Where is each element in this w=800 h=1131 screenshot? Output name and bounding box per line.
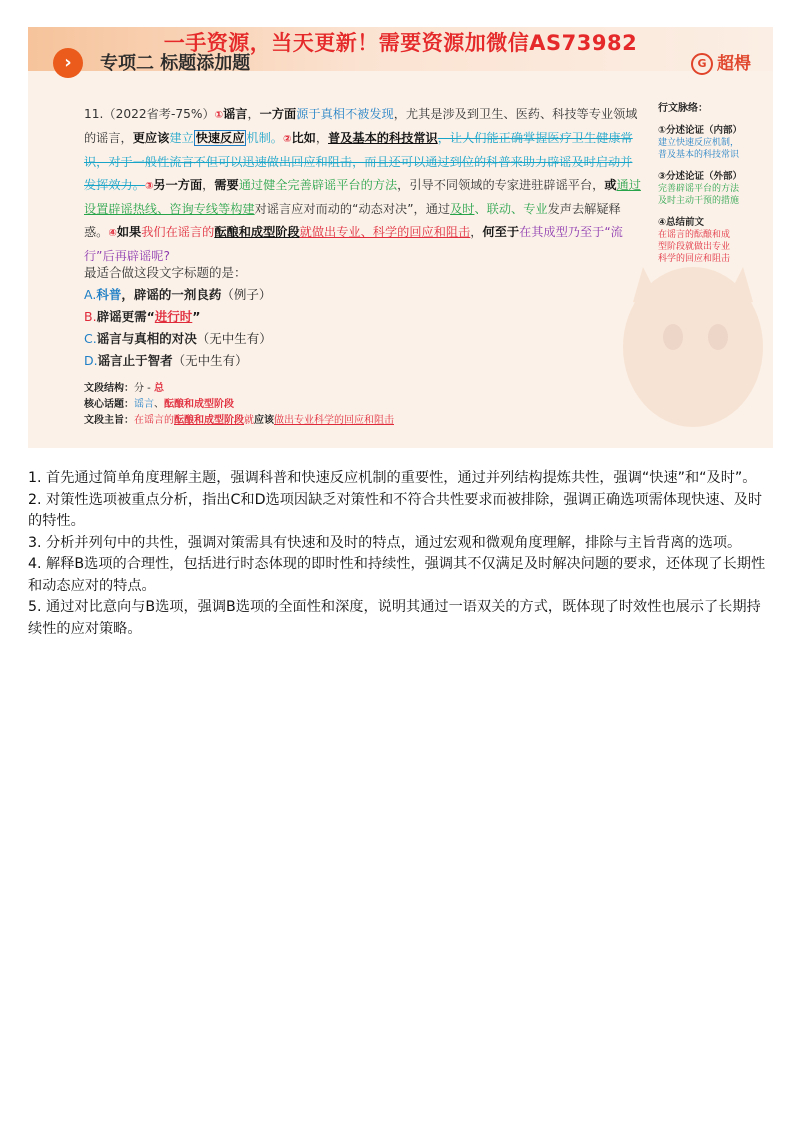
outline-text: 在谣言的酝酿和成	[658, 230, 731, 240]
analysis-notes	[28, 468, 770, 640]
option-letter: A.	[84, 287, 97, 302]
meta-label: 文段结构：	[84, 383, 134, 394]
marker-3: ③	[144, 181, 154, 192]
question-prompt: 最适合做这段文字标题的是：	[84, 265, 247, 280]
passage-text: ，	[470, 225, 483, 239]
keyword-rumor: 谣言	[223, 107, 248, 121]
meta-text: 分 -	[134, 383, 154, 394]
passage-text: 通过健全完善辟谣平台的方法	[238, 178, 398, 192]
question-passage	[84, 103, 642, 268]
option-letter: B.	[84, 309, 97, 324]
meta-text: 做出专业科学的回应和阻击	[274, 415, 394, 426]
outline-heading: ④总结前文	[658, 217, 705, 228]
keyword-should: 更应该	[132, 131, 170, 145]
option-b[interactable]	[84, 307, 201, 325]
keyword-or: 或	[604, 178, 617, 192]
outline-heading: ③分述论证（外部）	[658, 171, 743, 182]
brand-name: 超棏	[717, 54, 751, 74]
option-text: ，辟谣的一剂良药	[121, 287, 222, 302]
meta-text: 酝酿和成型阶段	[174, 415, 244, 426]
passage-text: ，引导不同领域的专家进驻辟谣平台，	[397, 178, 605, 192]
passage-text: ，尤其是涉及到卫生、医药、科技等专业领域的谣言，	[84, 107, 638, 145]
analysis-item: 5. 通过对比意向与B选项，强调B选项的全面性和深度，说明其通过一语双关的方式，既体现了时效性也展示了长期持续性的应对策略。	[28, 599, 761, 637]
outline-title: 行文脉络：	[658, 103, 708, 114]
passage-text: ，	[315, 131, 329, 145]
outline-text: 及时主动干预的措施	[658, 196, 740, 206]
option-text: 谣言与真相的对决	[96, 331, 197, 346]
structure-line	[84, 379, 164, 394]
keyword-need: 需要	[214, 178, 239, 192]
option-note: （无中生有）	[196, 331, 272, 346]
meta-text: 酝酿和成型阶段	[164, 399, 234, 410]
analysis-item: 2. 对策性选项被重点分析，指出C和D选项因缺乏对策性和不符合共性要求而被排除，强调正确选项需体现快速、及时的特性。	[28, 491, 763, 529]
outline-sidebar	[658, 103, 768, 265]
topic-line	[84, 395, 234, 410]
option-text: ”	[192, 309, 201, 324]
outline-text: 普及基本的科技常识	[658, 150, 740, 160]
keyword-why: 何至于	[482, 225, 520, 239]
struck-text: ，让人们能正确掌握医疗卫生健康常识，对于一般性流言不但可以迅速做出回应和阻击，而且还可以通过到位的科普来助力辟谣及时启动并发挥效力。	[84, 131, 633, 192]
brand-logo-icon: G	[691, 53, 713, 75]
lecture-slide	[28, 27, 773, 448]
outline-text: 型阶段就做出专业	[658, 242, 731, 252]
analysis-item: 1. 首先通过简单角度理解主题，强调科普和快速反应机制的重要性，通过并列结构提炼共性，强调“快速”和“及时”。	[28, 470, 757, 486]
analysis-item: 3. 分析并列句中的共性，强调对策需具有快速和及时的特点，通过宏观和微观角度理解，排除与主旨背离的选项。	[28, 534, 742, 551]
option-emphasis: 进行时	[154, 309, 193, 324]
keyword-for-example: 比如	[291, 131, 316, 145]
outline-text: 科学的回应和阻击	[658, 254, 731, 264]
option-text: 辟谣更需“	[96, 309, 155, 324]
option-note: （例子）	[221, 287, 272, 302]
outline-heading: ①分述论证（内部）	[658, 125, 743, 136]
question-number: 11.（2022省考-75%）	[84, 107, 215, 121]
passage-text: ，	[247, 107, 260, 121]
marker-2: ②	[283, 134, 292, 145]
chevron-right-icon: ›	[53, 48, 83, 78]
passage-text: 通过设置辟谣热线、咨询专线等构建	[84, 178, 641, 216]
passage-text: 就做出专业、科学的回应和阻击	[299, 225, 471, 239]
marker-1: ①	[214, 110, 224, 121]
meta-text: 谣言	[134, 399, 154, 410]
option-letter: C.	[84, 331, 97, 346]
option-a[interactable]	[84, 285, 271, 303]
passage-text: 在其成型乃至于“流行”后再辟谣呢?	[84, 225, 623, 263]
passage-text: 对谣言应对而动的“动态对决”，通过	[254, 202, 451, 216]
analysis-item: 4. 解释B选项的合理性，包括进行时态体现的即时性和持续性，强调其不仅满足及时解决问题的要求，还体现了长期性和动态应对的特点。	[28, 556, 766, 594]
meta-text: 应该	[254, 415, 274, 426]
option-text: 谣言止于智者	[97, 353, 173, 368]
passage-text: 机制。	[246, 131, 283, 145]
passage-text: ，	[202, 178, 215, 192]
option-d[interactable]	[84, 351, 248, 369]
keyword-fast-response: 快速反应	[195, 131, 245, 145]
meta-text: 、	[154, 399, 164, 410]
outline-text: 建立快速反应机制，	[658, 138, 740, 148]
keyword-if: 如果	[116, 225, 142, 239]
option-emphasis: 科普	[96, 287, 122, 302]
keyword-on-other-hand: 另一方面	[153, 178, 203, 192]
meta-label: 文段主旨：	[84, 415, 134, 426]
option-note: （无中生有）	[172, 353, 248, 368]
brand	[691, 49, 751, 75]
option-c[interactable]	[84, 329, 272, 347]
passage-text: 、联动、专业	[474, 202, 548, 216]
meta-text: 就	[244, 415, 254, 426]
keyword-timely: 及时	[450, 202, 475, 216]
marker-4: ④	[108, 228, 117, 239]
outline-text: 完善辟谣平台的方法	[658, 184, 740, 194]
passage-text: 源于真相不被发现	[296, 107, 394, 121]
gist-line	[84, 411, 394, 426]
option-letter: D.	[84, 353, 98, 368]
section-title: 专项二 标题添加题	[100, 53, 251, 74]
keyword-science-knowledge: 普及基本的科技常识	[328, 131, 438, 145]
keyword-brewing-stage: 酝酿和成型阶段	[214, 225, 300, 239]
meta-label: 核心话题：	[84, 399, 134, 410]
meta-text: 在谣言的	[134, 415, 174, 426]
passage-text: 建立	[169, 131, 194, 145]
passage-text: 我们在谣言的	[141, 225, 215, 239]
passage-text: 发声去解疑释惑。	[84, 202, 621, 239]
watermark-text: 一手资源，当天更新！需要资源加微信AS73982	[163, 31, 638, 55]
keyword-on-one-hand: 一方面	[259, 107, 297, 121]
meta-text: 总	[153, 383, 164, 394]
